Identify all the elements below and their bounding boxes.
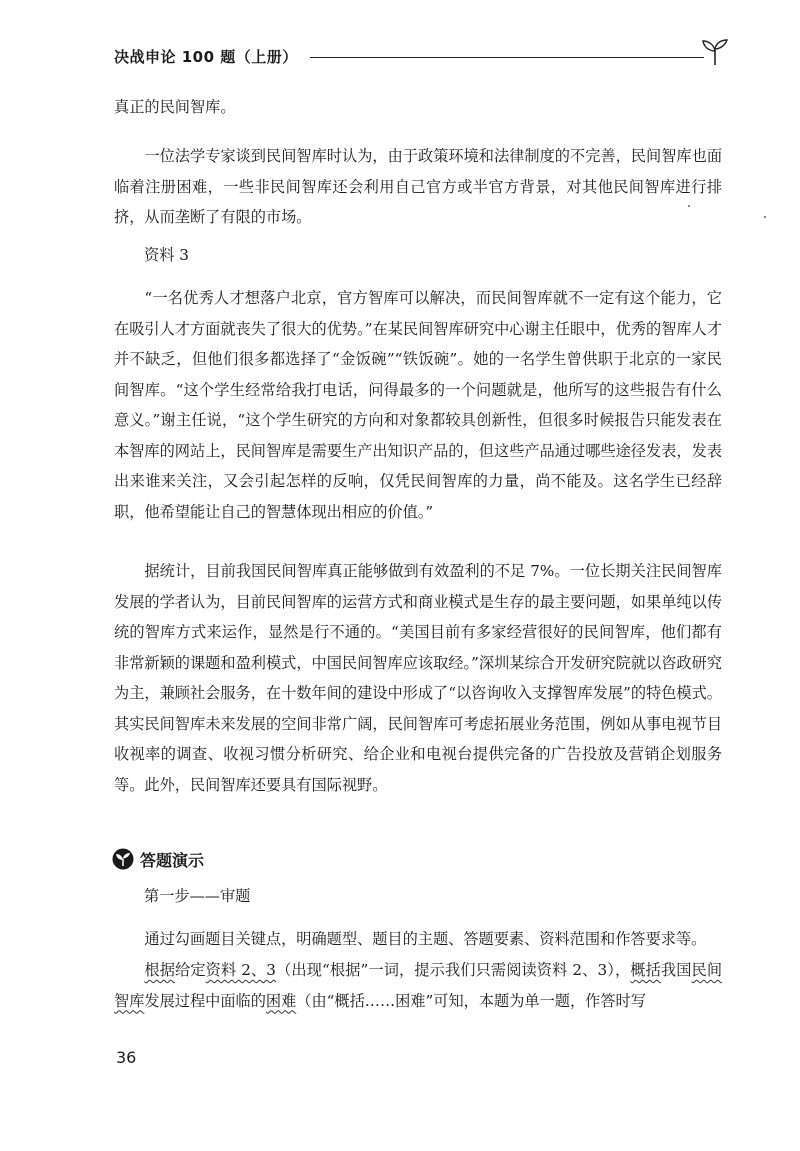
scan-speck	[688, 205, 690, 207]
plain-text: 给定	[175, 961, 206, 979]
paragraph-continued: 真正的民间智库。	[114, 98, 236, 116]
scan-speck	[764, 216, 766, 218]
keyword-underlined: 根据	[144, 961, 176, 979]
page-number: 36	[116, 1048, 137, 1067]
plain-text: 我国	[660, 961, 692, 979]
keyword-underlined: 困难	[265, 991, 297, 1010]
plain-text: 发展过程中面临的	[144, 991, 266, 1010]
material-3-label: 资料 3	[144, 246, 189, 264]
paragraph-expert-view: 一位法学专家谈到民间智库时认为，由于政策环境和法律制度的不完善，民间智库也面临着注册困难，一些非民间智库还会利用自己官方或半官方背景，对其他民间智库进行排挤，从而垄断了有限的市场。	[114, 147, 722, 226]
plain-text: （由“概括……困难”可知，本题为单一题，作答时写	[296, 991, 646, 1010]
keyword-underlined: 资料 2、3	[205, 961, 276, 979]
keyword-underlined: 民间智库	[114, 961, 723, 1010]
paragraph-question-analysis	[114, 955, 722, 1016]
paragraph-material-3-quote: “一名优秀人才想落户北京，官方智库可以解决，而民间智库就不一定有这个能力，它在吸引人才方面就丧失了很大的优势。”在某民间智库研究中心谢主任眼中，优秀的智库人才并不缺乏，但他们很多都选择了“金饭碗”“铁饭碗”。她的一名学生曾供职于北京的一家民间智库。“这个学生经常给我打电话，问得最多的一个问题就是，他所写的这些报告有什么意义。”谢主任说，“这个学生研究的方向和对象都较具创新性，但很多时候报告只能发表在本智库的网站上，民间智库是需要生产出知识产品的，但这些产品通过哪些途径发表，发表出来谁来关注，又会引起怎样的反响，仅凭民间智库的力量，尚不能及。这名学生已经辞职，他希望能让自己的智慧体现出相应的价值。”	[114, 289, 722, 521]
header-title: 决战申论 100 题（上册）	[114, 48, 298, 66]
sprout-badge-icon	[112, 848, 134, 870]
paragraph-step-description: 通过勾画题目关键点，明确题型、题目的主题、答题要素、资料范围和作答要求等。	[144, 930, 707, 948]
sprout-icon	[698, 38, 732, 66]
step-1-label: 第一步——审题	[144, 887, 251, 905]
answer-demo-heading	[112, 844, 204, 874]
running-header	[114, 38, 734, 68]
keyword-underlined: 概括	[630, 961, 661, 979]
paragraph-statistics: 据统计，目前我国民间智库真正能够做到有效盈利的不足 7%。一位长期关注民间智库发展的学者认为，目前民间智库的运营方式和商业模式是生存的最主要问题，如果单纯以传统的智库方式来运作，显然是行不通的。“美国目前有多家经营很好的民间智库，他们都有非常新颖的课题和盈利模式，中国民间智库应该取经。”深圳某综合开发研究院就以咨政研究为主，兼顾社会服务，在十数年间的建设中形成了“以咨询收入支撑智库发展”的特色模式。其实民间智库未来发展的空间非常广阔，民间智库可考虑拓展业务范围，例如从事电视节目收视率的调查、收视习惯分析研究、给企业和电视台提供完备的广告投放及营销企划服务等。此外，民间智库还要具有国际视野。	[114, 562, 722, 794]
section-title: 答题演示	[140, 850, 205, 870]
plain-text: （出现“根据”一词，提示我们只需阅读资料 2、3），	[275, 961, 631, 979]
header-rule	[310, 57, 704, 58]
